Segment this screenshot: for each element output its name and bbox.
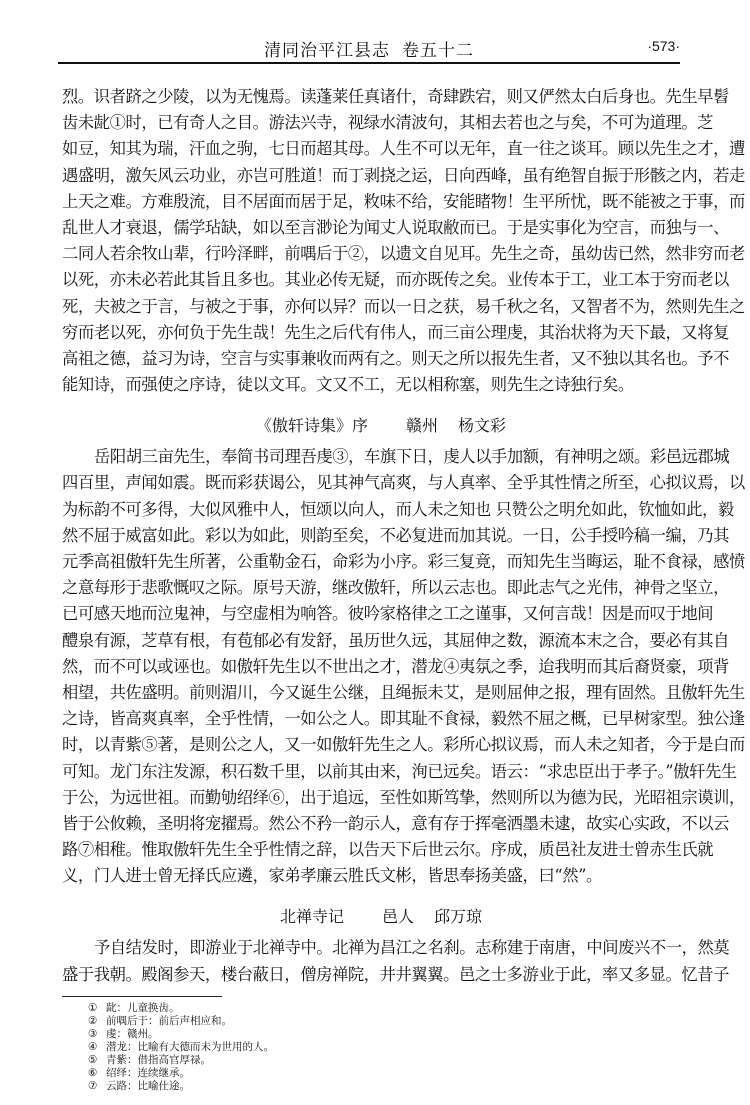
text-line: 相望，共佐盛明。前则湄川，今又诞生公继，且绳振未艾，是则屈伸之报，理有固然。且傲轩先生 bbox=[62, 682, 745, 702]
text-line: 死，夫被之于言，与被之于事，亦何以异？而以一日之获，易千秋之名，又智者不为，然则先生之 bbox=[62, 296, 745, 316]
footnote-text: 云路：比喻仕途。 bbox=[106, 1080, 190, 1092]
section-heading-aoxuan-preface bbox=[62, 408, 700, 444]
text-line: 岳阳胡三亩先生，奉简书司理吾虔③，车旗下日，虔人以手加额，有神明之颂。彩邑远郡城 bbox=[94, 447, 730, 467]
page-number: ·573· bbox=[647, 38, 680, 54]
text-line: 上天之难。方难殷流，目不居面而居于足，敉味不给，安能睹物！生平所忧，既不能被之于事，而 bbox=[62, 191, 745, 211]
footnotes bbox=[88, 1002, 274, 1093]
footnote-text: 潜龙：比喻有大德而未为世用的人。 bbox=[106, 1041, 274, 1053]
footnote-number: ① bbox=[88, 1002, 98, 1014]
footnote-item bbox=[88, 1015, 274, 1028]
text-line: 已可感天地而泣鬼神，与空虚相为响答。彼吟家格律之工之谨事，又何言哉！因是而叹于地间 bbox=[62, 604, 714, 624]
heading-author: 邱万琼 bbox=[434, 907, 483, 927]
text-line: 齿未龀①时，已有奇人之目。游法兴寺，视绿水清波句，其相去若也之与矣，不可为道理。芝 bbox=[62, 113, 714, 133]
text-line: 之意每形于悲歌慨叹之际。原号天游，继改傲轩，所以云志也。即此志气之光伟，神骨之坚立， bbox=[62, 578, 730, 598]
text-line: 之诗，皆高爽真率，全乎性情，一如公之人。即其耻不食禄，毅然不屈之概，已早树家型。独公逢 bbox=[62, 709, 745, 729]
footnote-item bbox=[88, 1028, 274, 1041]
text-line: 醴泉有源，芝草有根，有苞郁必有发舒，虽历世久远，其屈伸之数，源流本末之合，要必有其自 bbox=[62, 630, 730, 650]
text-line: 乱世人才衰退，儒学玷缺，如以至言渺论为闻丈人说取敝而已。于是实事化为空言，而独与一、 bbox=[62, 217, 730, 237]
text-line: 元季高祖傲轩先生所著，公重勒金石，命彩为小序。彩三复竟，而知先生当晦运，耻不食禄，感愤 bbox=[62, 552, 745, 571]
text-line: 时，以青紫⑤著，是则公之人，又一如傲轩先生之人。彩所心拟议焉，而人未之知者，今于是白而 bbox=[62, 735, 745, 755]
text-line: 高祖之德，益习为诗，空言与实事兼收而两有之。则天之所以报先生者，又不独以其名也。予不 bbox=[62, 348, 730, 368]
text-line: 可知。龙门东注发源，积石数千里，以前其由来，洵已远矣。语云：“求忠臣出于孝子。”傲轩先生 bbox=[62, 761, 737, 781]
footnote-number: ② bbox=[88, 1015, 98, 1027]
footnote-number: ⑤ bbox=[88, 1054, 98, 1066]
heading-place: 邑人 bbox=[381, 907, 414, 927]
heading-title: 北禅寺记 bbox=[279, 907, 344, 927]
heading-title: 《傲轩诗集》序 bbox=[255, 416, 368, 436]
text-line: 盛于我朝。殿阁参天，楼台蔽日，僧房禅院，井井翼翼。邑之士多游业于此，率又多显。忆昔子 bbox=[62, 964, 730, 984]
text-line: 四百里，声闻如震。既而彩获谒公，见其神气高爽，与人真率、全乎其性情之所至，心拟议焉，以 bbox=[62, 473, 745, 493]
footnote-rule bbox=[62, 996, 222, 997]
footnote-item bbox=[88, 1067, 274, 1080]
text-line: 遇盛明，激矢风云功业，亦岂可胜道！而丁剥挠之运，日向西峰，虽有绝智自振于形骸之内，若走 bbox=[62, 165, 745, 185]
book-title: 清同治平江县志 bbox=[264, 41, 390, 61]
section-heading-beichan-temple bbox=[62, 899, 700, 935]
text-line: 义，门人进士曾无择氏应遴，家弟孝廉云胜氏文彬，皆思奉扬美盛，曰“然”。 bbox=[62, 866, 602, 886]
text-line: 然，而不可以或诬也。如傲轩先生以不世出之才，潜龙④夷氛之季，迨我明而其后裔贤豪，项背 bbox=[62, 656, 730, 676]
footnote-text: 前喁后于：前后声相应和。 bbox=[106, 1015, 232, 1027]
section-aoxuan-preface-text bbox=[62, 444, 745, 889]
footnote-text: 绍绎：连续继承。 bbox=[106, 1067, 190, 1079]
text-line: 穷而老以死，亦何负于先生哉！先生之后代有伟人，而三亩公理虔，其治状将为天下最，又将复 bbox=[62, 322, 730, 342]
text-line: 于公，为远世祖。而勤劬绍绎⑥，出于追远，至性如斯笃挚，然则所以为德为民，光昭祖宗谟训， bbox=[62, 787, 745, 807]
section-beichan-temple-text bbox=[62, 935, 730, 987]
footnote-item bbox=[88, 1080, 274, 1093]
text-line: 以死，亦未必若此其旨且多也。其业必传无疑，而亦既传之矣。业传本于工，业工本于穷而老以 bbox=[62, 270, 730, 290]
heading-place: 赣州 bbox=[405, 416, 438, 436]
footnote-number: ④ bbox=[88, 1041, 98, 1053]
footnote-item bbox=[88, 1002, 274, 1015]
footnote-text: 虔：赣州。 bbox=[106, 1028, 159, 1040]
footnote-text: 青紫：借指高官厚禄。 bbox=[106, 1054, 211, 1066]
text-line: 二同人若余牧山辈，行吟泽畔，前喁后于②，以遗文自见耳。先生之奇，虽幼齿已然，然非穷而老 bbox=[62, 244, 745, 264]
footnote-number: ⑦ bbox=[88, 1080, 98, 1092]
footnote-number: ⑥ bbox=[88, 1067, 98, 1079]
text-line: 予自结发时，即游业于北禅寺中。北禅为昌江之名刹。志称建于南唐，中间废兴不一，然莫 bbox=[94, 938, 730, 958]
text-line: 路⑦相稚。惟取傲轩先生全乎性情之辞，以告天下后世云尔。序成，质邑社友进士曾赤生氏就 bbox=[62, 840, 714, 860]
footnote-item bbox=[88, 1054, 274, 1067]
text-line: 烈。识者跻之少陵，以为无愧焉。读蓬莱任真诸什，奇肆跌宕，则又俨然太白后身也。先生早髫 bbox=[62, 87, 730, 106]
running-header bbox=[58, 34, 680, 60]
text-line: 皆于公攸赖，圣明将宠擢焉。然公不矜一韵示人，意有存于挥毫洒墨未逮，故实心实政，不以云 bbox=[62, 813, 730, 833]
text-line: 为标韵不可多得，大似风雅中人，恒颂以向人，而人未之知也 只赞公之明允如此，钦恤如此，毅 bbox=[62, 499, 734, 519]
section-continued-text bbox=[62, 84, 745, 398]
text-line: 然不屈于威富如此。彩以为如此，则韵至矣，不必复进而加其说。一日，公手授吟稿一编，乃其 bbox=[62, 525, 730, 545]
header-rule bbox=[58, 62, 680, 64]
page-body bbox=[62, 84, 745, 988]
text-line: 如豆，知其为瑞，汗血之驹，七日而超其母。人生不可以无年，直一往之谈耳。顾以先生之才，遭 bbox=[62, 139, 745, 159]
footnote-item bbox=[88, 1041, 274, 1054]
running-title bbox=[58, 36, 680, 61]
heading-author: 杨文彩 bbox=[458, 416, 507, 436]
text-line: 能知诗，而强使之序诗，徒以文耳。文又不工，无以相称塞，则先生之诗独行矣。 bbox=[62, 375, 634, 395]
footnote-number: ③ bbox=[88, 1028, 98, 1040]
footnote-text: 龀：儿童换齿。 bbox=[106, 1002, 180, 1014]
volume-label: 卷五十二 bbox=[402, 41, 474, 61]
